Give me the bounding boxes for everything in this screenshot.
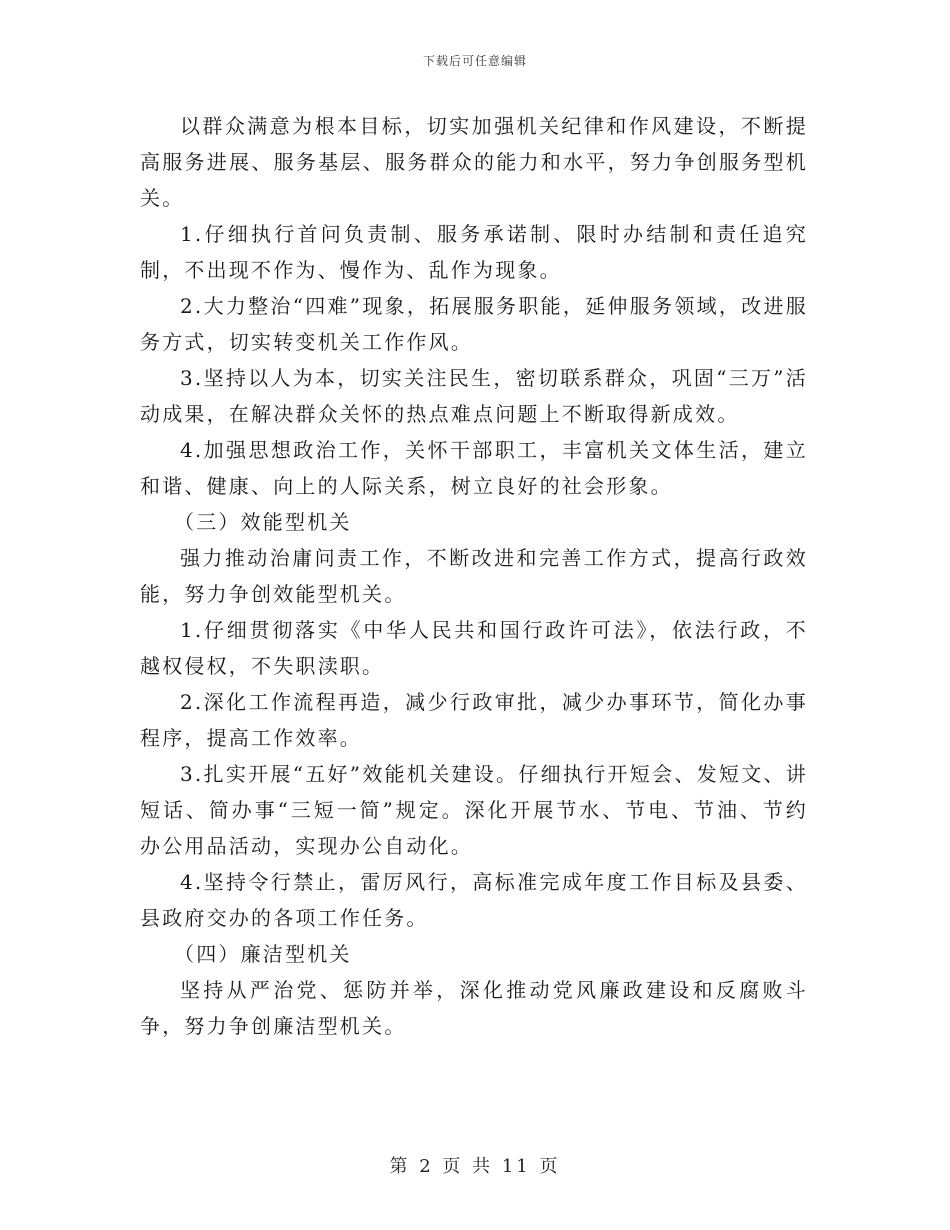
paragraph-efficiency-item-1: 1.仔细贯彻落实《中华人民共和国行政许可法》，依法行政，不越权侵权，不失职渎职。 (140, 618, 808, 678)
document-body (140, 108, 808, 1044)
paragraph-service-goal: 以群众满意为根本目标，切实加强机关纪律和作风建设，不断提高服务进展、服务基层、服务群众的能力和水平，努力争创服务型机关。 (140, 114, 808, 210)
section-heading-integrity: （四）廉洁型机关 (174, 942, 352, 966)
paragraph-integrity-goal: 坚持从严治党、惩防并举，深化推动党风廉政建设和反腐败斗争，努力争创廉洁型机关。 (140, 978, 808, 1038)
paragraph-service-item-4: 4.加强思想政治工作，关怀干部职工，丰富机关文体生活，建立和谐、健康、向上的人际关系，树立良好的社会形象。 (140, 438, 808, 498)
paragraph-service-item-2: 2.大力整治“四难”现象，拓展服务职能，延伸服务领域，改进服务方式，切实转变机关工作作风。 (140, 294, 808, 354)
section-heading-efficiency: （三）效能型机关 (174, 510, 352, 534)
paragraph-efficiency-item-4: 4.坚持令行禁止，雷厉风行，高标准完成年度工作目标及县委、县政府交办的各项工作任务。 (140, 870, 808, 930)
paragraph-service-item-3: 3.坚持以人为本，切实关注民生，密切联系群众，巩固“三万”活动成果，在解决群众关怀的热点难点问题上不断取得新成效。 (140, 366, 808, 426)
header-note: 下载后可任意编辑 (422, 54, 527, 68)
paragraph-service-item-1: 1.仔细执行首问负责制、服务承诺制、限时办结制和责任追究制，不出现不作为、慢作为、乱作为现象。 (140, 222, 808, 282)
paragraph-efficiency-item-3: 3.扎实开展“五好”效能机关建设。仔细执行开短会、发短文、讲短话、简办事“三短一简”规定。深化开展节水、节电、节油、节约办公用品活动，实现办公自动化。 (140, 762, 808, 858)
paragraph-efficiency-goal: 强力推动治庸问责工作，不断改进和完善工作方式，提高行政效能，努力争创效能型机关。 (140, 546, 808, 606)
paragraph-efficiency-item-2: 2.深化工作流程再造，减少行政审批，减少办事环节，简化办事程序，提高工作效率。 (140, 690, 808, 750)
page-number-footer: 第 2 页 共 11 页 (389, 1156, 561, 1177)
